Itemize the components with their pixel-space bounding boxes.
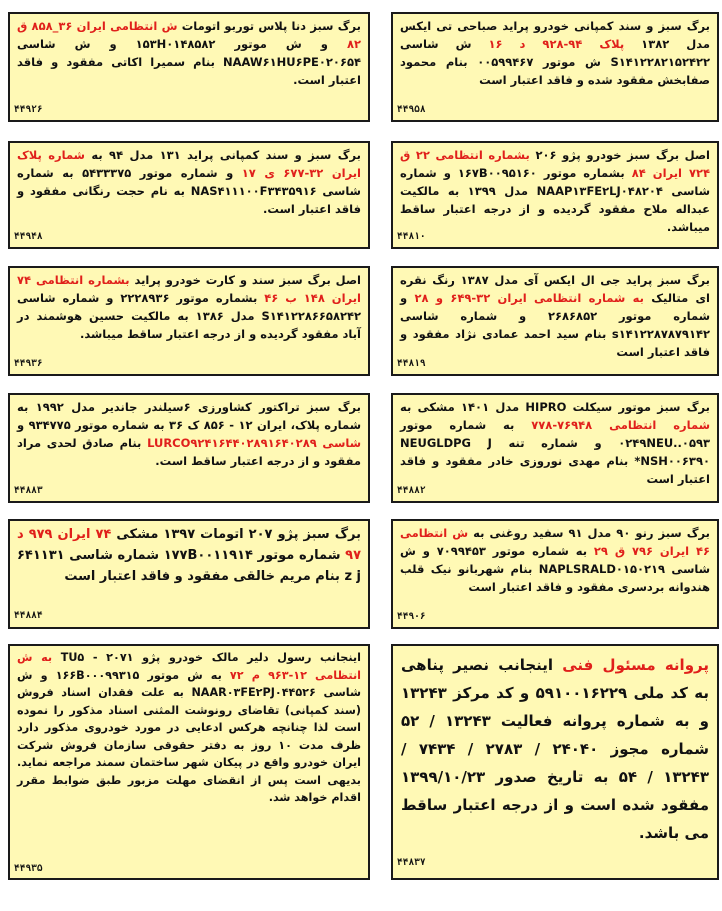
ad-pride-131 bbox=[8, 141, 370, 249]
ad-body-text: بنام صادق لحدی مراد مفقود و از درجه اعتبار ساقط است. bbox=[17, 436, 361, 468]
ad-text bbox=[400, 398, 710, 488]
ad-body-text: اینجانب رسول دلیر مالک خودرو پژو TU۵ - ۲۰۷۱ bbox=[52, 651, 361, 664]
ad-highlight-text: بشماره انتظامی ۷۴ ایران ۱۴۸ ب ۴۶ bbox=[17, 273, 361, 305]
ad-code: ۴۴۹۲۶ bbox=[14, 104, 43, 115]
ad-body-text: و شماره موتور ۵۴۳۳۳۷۵ به شماره شاسی NAS۴۱۱۱۰۰F۳۴۳۵۹۱۶ به نام حجت رنگانی مفقود و فاقد اعتبار است. bbox=[17, 166, 361, 216]
ad-highlight-text: به ش انتظامی ۱۲-۹۶۳ م ۷۲ bbox=[17, 651, 361, 682]
ad-text bbox=[17, 271, 361, 343]
ad-body-text: و ش موتور ۱۵۳H۰۱۴۸۵۸۲ و ش شاسی NAAW۶۱HU۶PE۰۲۰۶۵۴ بنام سمیرا اکاتی مفقود و فاقد اعتبار است. bbox=[17, 37, 361, 87]
ad-text bbox=[401, 651, 709, 847]
ad-body-text: ش شاسی S۱۴۱۲۲۸۲۱۵۲۴۲۲ ش موتور ۰۰۵۹۹۴۶۷ بنام محمود صفابخش مفقود شده و فاقد اعتبار است bbox=[400, 37, 711, 87]
ad-code: ۴۴۹۳۵ bbox=[14, 862, 43, 874]
ad-text bbox=[400, 271, 710, 361]
ad-code: ۴۴۹۰۶ bbox=[397, 611, 426, 622]
ad-body-text: برگ سبز تراکتور کشاورزی ۶سیلندر جاندیر مدل ۱۹۹۲ به شماره پلاک، ایران ۱۲ - ۸۵۶ ک ۳۶ به شماره موتور ۹۳۴۷۷۵ و bbox=[17, 400, 362, 432]
ad-pride-sabahi bbox=[391, 12, 719, 122]
ad-highlight-text: پروانه مسئول فنی bbox=[562, 656, 709, 674]
ad-code: ۴۴۸۸۴ bbox=[14, 610, 43, 621]
ad-text bbox=[17, 524, 361, 587]
ad-body-text: اصل برگ سبز خودرو پژو ۲۰۶ bbox=[529, 148, 710, 162]
ad-body-text: اینجانب نصیر پناهی به کد ملی ۵۹۱۰۰۱۶۲۲۹ و کد مرکز ۱۳۲۴۳ و به شماره پروانه فعالیت ۱۳۲۴۳ / ۵۲ شماره مجوز ۲۴۰۴۰ / ۲۷۸۳ / ۷۴۳۴ / ۱۳۲۴۳ / ۵۴ به تاریخ صدور ۱۳۹۹/۱۰/۲۳ مفقود شده است و از درجه اعتبار ساقط می باشد. bbox=[401, 656, 710, 842]
ad-text bbox=[400, 146, 710, 236]
ad-code: ۴۴۸۱۰ bbox=[397, 231, 426, 242]
ad-technical-license bbox=[391, 644, 719, 880]
ad-body-text: برگ سبز و سند کمپانی پراید ۱۳۱ مدل ۹۴ به bbox=[84, 148, 361, 162]
ad-peugeot-206 bbox=[391, 141, 719, 249]
ad-text bbox=[400, 524, 710, 596]
ad-body-text: اصل برگ سبز سند و کارت خودرو پراید bbox=[129, 273, 361, 287]
ad-code: ۴۴۸۱۹ bbox=[397, 358, 426, 369]
ad-body-text: برگ سبز پراید جی ال ایکس آی مدل ۱۳۸۷ رنگ نقره ای متالیک bbox=[400, 273, 710, 305]
ad-body-text: برگ سبز پژو ۲۰۷ اتومات ۱۳۹۷ مشکی bbox=[111, 527, 361, 542]
ad-body-text: بشماره موتور ۱۶۷B۰۰۹۵۱۶۰ و شماره شاسی NAAP۱۳FE۲LJ۰۴۸۲۰۴ مدل ۱۳۹۹ به مالکیت عبداله ملاح مفقود گردیده و از درجه اعتبار ساقط میباشد. bbox=[400, 166, 711, 234]
ad-code: ۴۴۸۳۷ bbox=[397, 857, 426, 868]
ad-peugeot-207 bbox=[8, 519, 370, 629]
ad-text bbox=[17, 146, 361, 218]
ad-body-text: شماره موتور ۱۷۷B۰۰۱۱۹۱۴ شماره شاسی ۶۴۱۱۳۱ z j بنام مریم خالقی مفقود و فاقد اعتبار است bbox=[17, 548, 361, 584]
ad-body-text: برگ سبز موتور سیکلت HIPRO مدل ۱۴۰۱ مشکی به bbox=[400, 400, 710, 414]
ad-code: ۴۴۸۸۳ bbox=[14, 485, 43, 496]
ad-body-text: به شماره موتور ۷۰۹۹۴۵۳ و ش شاسی NAPLSRALD۰۱۵۰۲۱۹ بنام شهربانو نیک قلب هندوانه بردسری مفقود و فاقد اعتبار است bbox=[400, 544, 711, 594]
ad-code: ۴۴۹۳۶ bbox=[14, 358, 43, 369]
ad-body-text: برگ سبز دنا پلاس توربو اتومات bbox=[177, 19, 361, 33]
ad-pride-glxi bbox=[391, 266, 719, 376]
ad-highlight-text: به شماره انتظامی ایران ۳۲-۶۴۹ و ۲۸ bbox=[414, 291, 644, 305]
ad-highlight-text: بشماره انتظامی ۲۲ ق ۷۲۴ ایران ۸۴ bbox=[400, 148, 711, 180]
ad-highlight-text: شاسی LURCO۹۲۴۱۶۴۴۰۲۸۹۱۶۴۰۲۸۹ bbox=[147, 436, 361, 450]
ad-code: ۴۴۹۵۸ bbox=[397, 104, 426, 115]
ad-peugeot-tu5-duplicate bbox=[8, 644, 370, 880]
ad-body-text: به ش موتور ۱۶۶B۰۰۰۹۹۳۱۵ و ش شاسی NAAR۰۳FE۲PJ۰۴۴۵۲۶ به علت فقدان اسناد فروش (سند کمپانی) تقاضای رونوشت المثنی اسناد مذکور را نموده است لذا چنانچه هرکس ادعایی در مورد خودروی مذکور دارد ظرف مدت ۱۰ روز به دفتر حقوقی سازمان فروش شرکت ایران خودرو واقع در پیکان شهر ساختمان سمند مراجعه نماید. بدیهی است پس از انقضای مهلت مزبور طبق ضوابط مقرر اقدام خواهد شد. bbox=[17, 668, 361, 804]
ad-highlight-text: ۷۴ ایران ۹۷۹ د ۹۷ bbox=[17, 527, 362, 563]
ad-text bbox=[17, 649, 361, 807]
ad-dena-plus bbox=[8, 12, 370, 122]
ad-code: ۴۴۸۸۲ bbox=[397, 485, 426, 496]
ad-highlight-text: ش انتظامی ایران ۳۶_۸۵۸ ق ۸۲ bbox=[17, 19, 361, 51]
ad-highlight-text: ش انتظامی ۴۶ ایران ۷۹۶ ق ۲۹ bbox=[400, 526, 711, 558]
ad-highlight-text: پلاک ۹۴-۹۲۸ د ۱۶ bbox=[488, 37, 625, 51]
ad-code: ۴۴۹۴۸ bbox=[14, 231, 43, 242]
ad-highlight-text: شماره انتظامی ۷۶۹۴۸-۷۷۸ bbox=[531, 418, 710, 432]
ad-body-text: بشماره موتور ۲۲۲۸۹۳۶ و شماره شاسی S۱۴۱۲۲۸۶۶۵۸۲۴۲ مدل ۱۳۸۶ به مالکیت حسین هوشمند در آباد مفقود گردیده و از درجه اعتبار ساقط میباشد. bbox=[17, 291, 362, 341]
ad-body-text: برگ سبز رنو ۹۰ مدل ۹۱ سفید روغنی به bbox=[468, 526, 710, 540]
ad-text bbox=[17, 17, 361, 89]
ad-body-text: برگ سبز و سند کمپانی خودرو پراید صباحی تی ایکس مدل ۱۳۸۲ bbox=[400, 19, 710, 51]
ad-renault-90 bbox=[391, 519, 719, 629]
ad-text bbox=[400, 17, 710, 89]
ad-highlight-text: شماره پلاک ایران ۳۲-۶۷۷ ی ۱۷ bbox=[17, 148, 361, 180]
ad-body-text: و شماره موتور ۲۶۸۶۸۵۲ و شماره شاسی s۱۴۱۲۲۸۷۸۷۹۱۴۲ بنام سید احمد عمادی نژاد مفقود و فاقد اعتبار است bbox=[400, 291, 710, 359]
ad-motorcycle-hipro bbox=[391, 393, 719, 503]
ad-text bbox=[17, 398, 361, 470]
ad-body-text: به شماره موتور ۰۵۹۳..۰۲۴۹NEU و شماره تنه NEUGLDPG J NSH۰۰۶۳۹۰* بنام مهدی نوروزی خادر مفقود و فاقد اعتبار است bbox=[400, 418, 710, 486]
ad-pride-card bbox=[8, 266, 370, 376]
ad-tractor bbox=[8, 393, 370, 503]
